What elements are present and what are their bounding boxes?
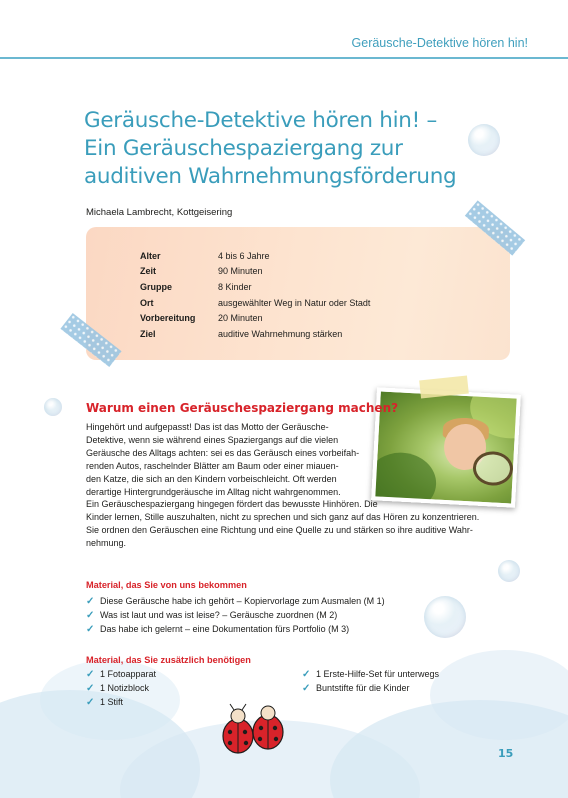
- checkmark-icon: ✓: [86, 595, 95, 607]
- list-item: [86, 667, 156, 681]
- list-item-text: Was ist laut und was ist leise? – Geräusche zuordnen (M 2): [100, 610, 338, 620]
- ladybug-icon: [223, 704, 253, 753]
- text-line: renden Autos, raschelnder Blätter am Baum oder einer miauen-: [86, 460, 339, 471]
- info-table: [140, 248, 370, 342]
- materials-needed-heading: Material, das Sie zusätzlich benötigen: [86, 655, 251, 665]
- text-line: Hingehört und aufgepasst! Das ist das Motto der Geräusche-: [86, 422, 329, 432]
- soap-bubble-decoration: [424, 596, 466, 638]
- ladybugs-illustration: [218, 702, 290, 758]
- ladybug-icon: [253, 706, 283, 749]
- info-key: Alter: [140, 250, 161, 261]
- checkmark-icon: ✓: [86, 696, 95, 708]
- info-key: Gruppe: [140, 281, 173, 292]
- page-title: [84, 107, 504, 191]
- info-row-vorbereitung: [140, 310, 370, 326]
- info-row-alter: [140, 248, 370, 264]
- list-item: [86, 608, 385, 622]
- text-line: Ein Geräuschespaziergang hingegen fördert das bewusste Hinhören. Die: [86, 499, 378, 510]
- list-item: [86, 622, 385, 636]
- info-value: 8 Kinder: [218, 281, 252, 292]
- info-value: 20 Minuten: [218, 313, 263, 324]
- info-row-zeit: [140, 264, 370, 280]
- info-row-gruppe: [140, 279, 370, 295]
- list-item-text: Das habe ich gelernt – eine Dokumentation fürs Portfolio (M 3): [100, 624, 350, 634]
- list-item-text: 1 Fotoapparat: [100, 669, 157, 679]
- materials-provided-list: [86, 594, 385, 636]
- list-item-text: Diese Geräusche habe ich gehört – Kopiervorlage zum Ausmalen (M 1): [100, 596, 385, 606]
- text-line: Kinder lernen, Stille auszuhalten, nicht zu sprechen und sich ganz auf das Hören zu konzentrieren.: [86, 512, 480, 523]
- list-item: [86, 594, 385, 608]
- title-line: auditiven Wahrnehmungsförderung: [84, 164, 457, 189]
- text-line: den Katze, die sich an den Kindern vorbeischleicht. Oft werden: [86, 473, 337, 484]
- checkmark-icon: ✓: [302, 668, 311, 680]
- materials-provided-heading: Material, das Sie von uns bekommen: [86, 580, 247, 590]
- checkmark-icon: ✓: [302, 682, 311, 694]
- list-item: [302, 681, 439, 695]
- list-item: [302, 667, 439, 681]
- text-line: Geräusche des Alltags achten: sei es das Geräusch eines vorbeifah-: [86, 447, 360, 458]
- list-item-text: 1 Notizblock: [100, 683, 150, 693]
- info-value: ausgewählter Weg in Natur oder Stadt: [218, 297, 371, 308]
- checkmark-icon: ✓: [86, 668, 95, 680]
- info-value: 4 bis 6 Jahre: [218, 250, 270, 261]
- title-line: Geräusche-Detektive hören hin! –: [84, 108, 437, 133]
- text-line: Sie ordnen den Geräuschen eine Richtung und eine Quelle zu und stärken so ihre auditive Wahr-: [86, 525, 473, 536]
- running-header: Geräusche-Detektive hören hin!: [351, 36, 528, 50]
- info-key: Ziel: [140, 328, 156, 339]
- list-item: [86, 695, 156, 709]
- checkmark-icon: ✓: [86, 609, 95, 621]
- author-line: Michaela Lambrecht, Kottgeisering: [86, 207, 233, 218]
- page-number: 15: [498, 747, 514, 760]
- text-line: Detektive, wenn sie während eines Spaziergangs auf die vielen: [86, 434, 339, 445]
- materials-needed-list-right: [302, 667, 439, 695]
- info-row-ziel: [140, 326, 370, 342]
- info-row-ort: [140, 295, 370, 311]
- list-item-text: Buntstifte für die Kinder: [316, 683, 410, 693]
- list-item-text: 1 Erste-Hilfe-Set für unterwegs: [316, 669, 440, 679]
- info-value: auditive Wahrnehmung stärken: [218, 328, 343, 339]
- info-key: Zeit: [140, 266, 157, 277]
- section-heading: Warum einen Geräuschespaziergang machen?: [86, 401, 399, 415]
- materials-needed-list-left: [86, 667, 156, 709]
- checkmark-icon: ✓: [86, 682, 95, 694]
- info-value: 90 Minuten: [218, 266, 263, 277]
- checkmark-icon: ✓: [86, 623, 95, 635]
- body-paragraph: [86, 421, 506, 550]
- soap-bubble-decoration: [498, 560, 520, 582]
- text-line: derartige Hintergrundgeräusche im Alltag nicht wahrgenommen.: [86, 486, 341, 497]
- info-key: Ort: [140, 297, 154, 308]
- list-item-text: 1 Stift: [100, 697, 124, 707]
- header-rule: [0, 57, 568, 59]
- info-key: Vorbereitung: [140, 313, 196, 324]
- title-line: Ein Geräuschespaziergang zur: [84, 136, 403, 161]
- soap-bubble-decoration: [44, 398, 62, 416]
- list-item: [86, 681, 156, 695]
- text-line: nehmung.: [86, 538, 127, 549]
